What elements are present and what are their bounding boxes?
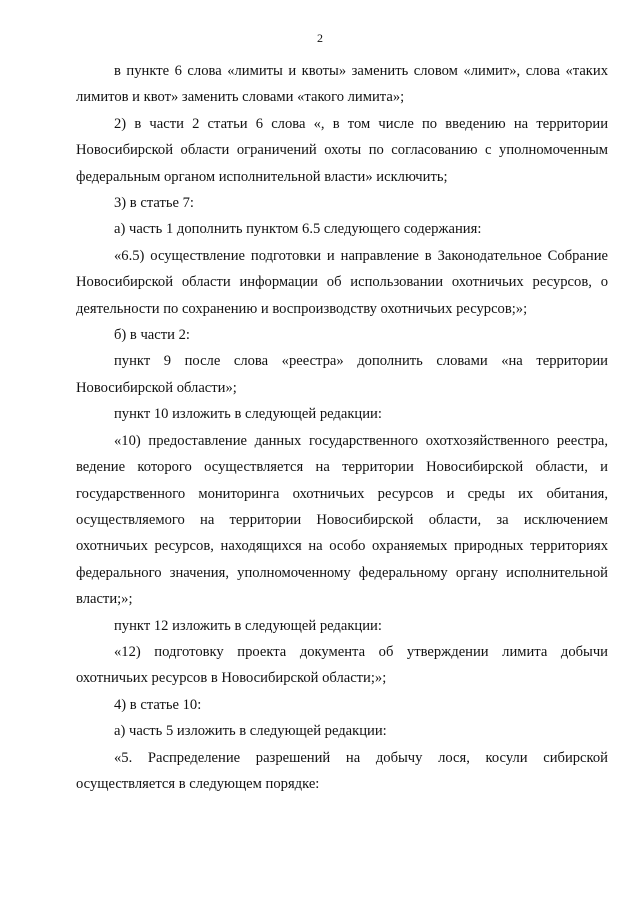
document-body — [76, 58, 608, 797]
paragraph: пункт 9 после слова «реестра» дополнить словами «на территории Новосибирской области»; — [76, 353, 608, 396]
paragraph: «6.5) осуществление подготовки и направление в Законодательное Собрание Новосибирской области информации об использовании охотничьих ресурсов, о деятельности по сохранению и воспроизводству охотничьих ресурсов;»; — [76, 247, 608, 317]
paragraph: 2) в части 2 статьи 6 слова «, в том числе по введению на территории Новосибирской области ограничений охоты по согласованию с уполномоченным федеральным органом исполнительной власти» исключить; — [76, 115, 608, 185]
paragraph: в пункте 6 слова «лимиты и квоты» заменить словом «лимит», слова «таких лимитов и квот» заменить словами «такого лимита»; — [76, 63, 608, 106]
paragraph: «10) предоставление данных государственного охотхозяйственного реестра, ведение которого осуществляется на территории Новосибирской области, и государственного мониторинга охотничьих ресурсов и среды их обитания, осуществляемого на территории Новосибирской области, за исключением охотничьих ресурсов, находящихся на особо охраняемых природных территориях федерального значения, уполномоченному федеральному органу исполнительной власти;»; — [76, 432, 608, 608]
paragraph: пункт 10 изложить в следующей редакции: — [114, 406, 382, 423]
paragraph: а) часть 5 изложить в следующей редакции: — [114, 723, 387, 740]
paragraph: «12) подготовку проекта документа об утверждении лимита добычи охотничьих ресурсов в Новосибирской области;»; — [76, 643, 608, 687]
paragraph: а) часть 1 дополнить пунктом 6.5 следующего содержания: — [114, 221, 482, 238]
page-number: 2 — [317, 31, 323, 45]
paragraph: пункт 12 изложить в следующей редакции: — [114, 617, 382, 634]
paragraph: 4) в статье 10: — [114, 696, 202, 713]
paragraph: б) в части 2: — [114, 327, 190, 344]
paragraph: 3) в статье 7: — [114, 195, 194, 212]
paragraph: «5. Распределение разрешений на добычу лося, косули сибирской осуществляется в следующем порядке: — [76, 749, 608, 792]
